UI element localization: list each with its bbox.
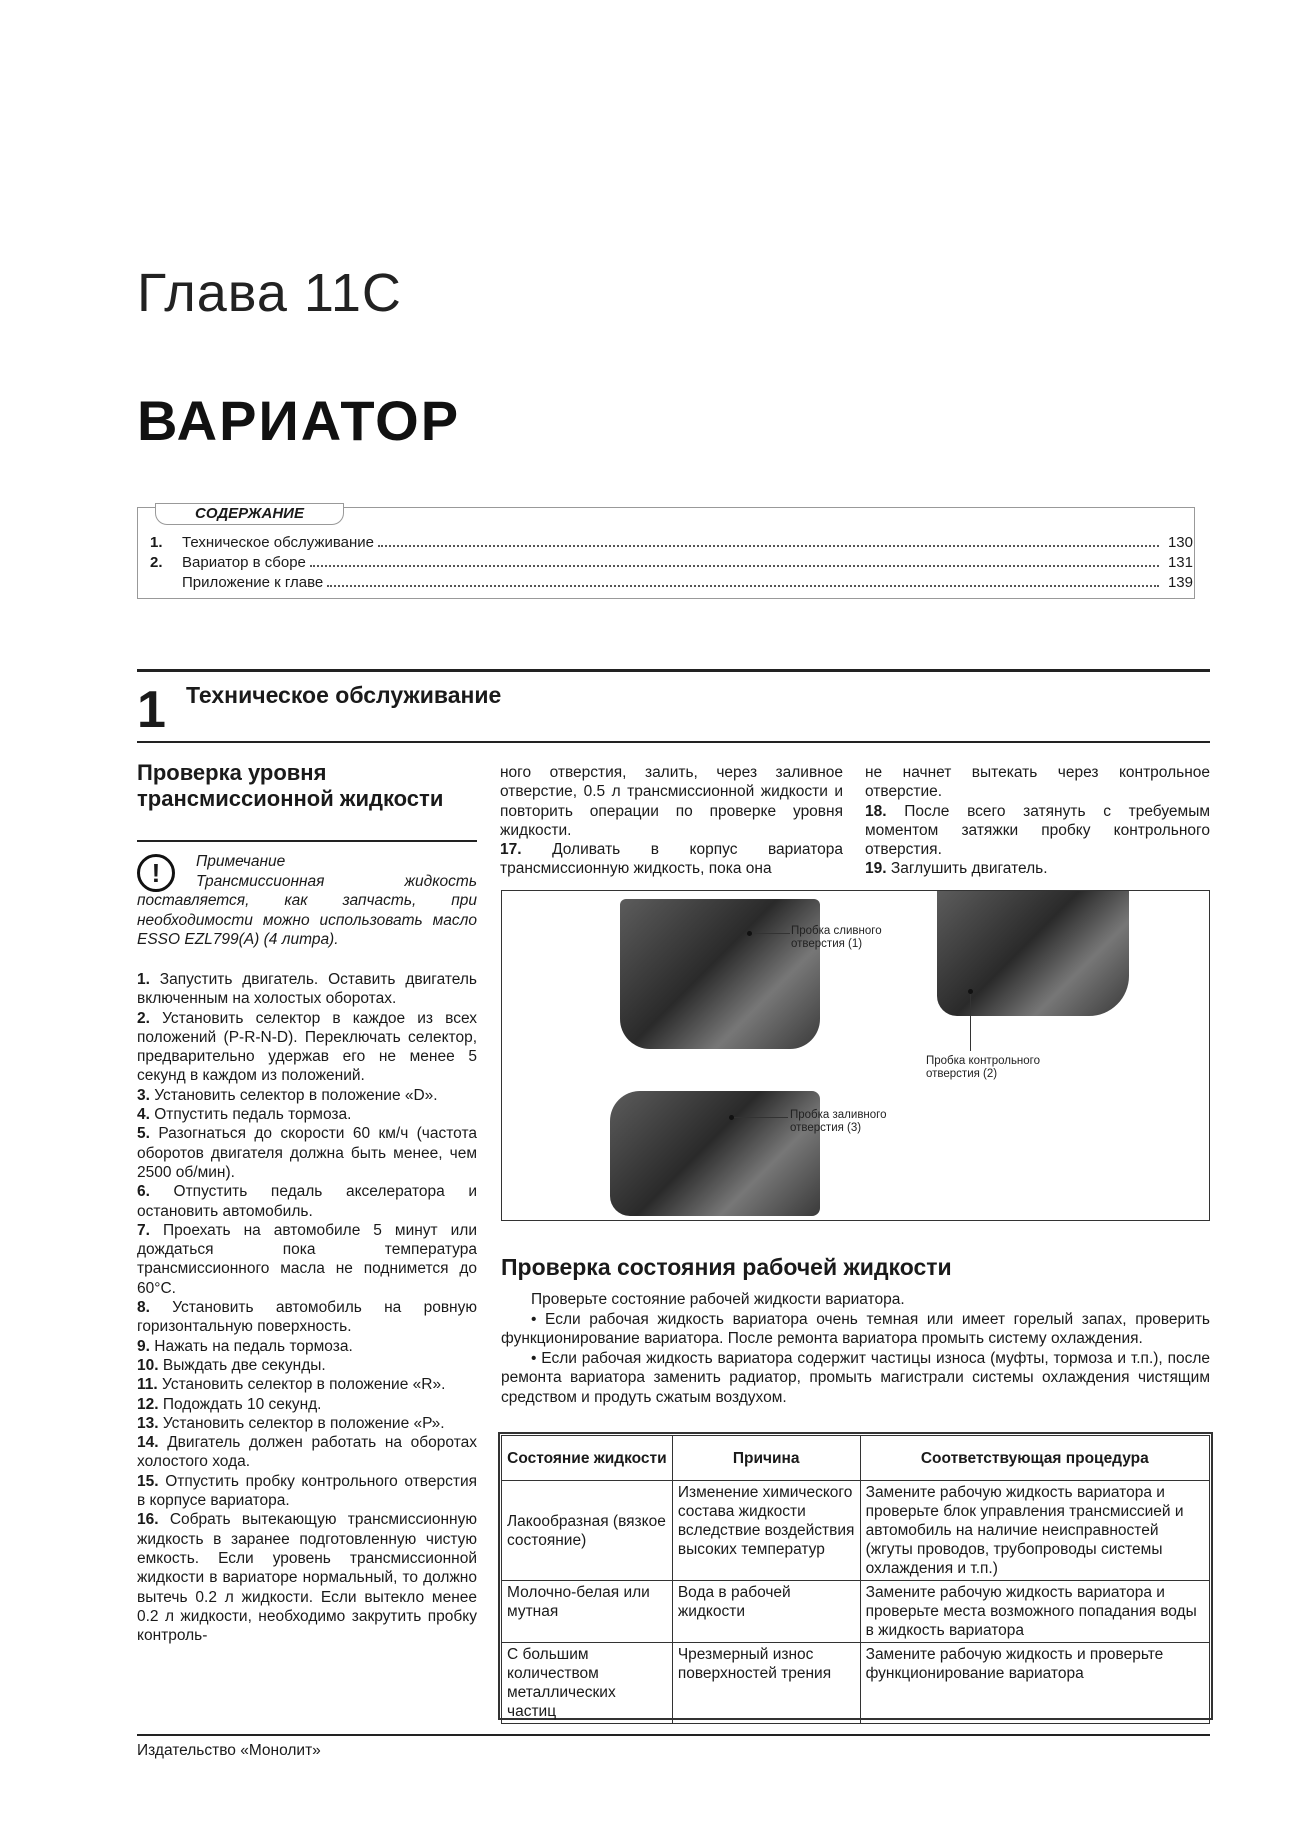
exclamation-icon: ! xyxy=(137,854,175,892)
step-text: Двигатель должен работать на оборотах холостого хода. xyxy=(137,1434,477,1471)
table-cell: Лакообразная (вязкое состояние) xyxy=(502,1481,673,1581)
step-text: Разогнаться до скорости 60 км/ч (частота оборотов двигателя должна быть менее, чем 2500 об/мин). xyxy=(137,1125,478,1181)
step-item xyxy=(865,802,1210,860)
toc-item-num: 2. xyxy=(150,554,163,571)
transmission-photo xyxy=(501,890,1210,1221)
step-text: Отпустить педаль акселератора и остановить автомобиль. xyxy=(137,1183,477,1220)
step-item xyxy=(137,1356,477,1375)
toc-heading: СОДЕРЖАНИЕ xyxy=(155,503,344,525)
table-header: Причина xyxy=(672,1436,860,1481)
step-text: Установить автомобиль на ровную горизонтальную поверхность. xyxy=(137,1299,477,1336)
step-number: 14. xyxy=(137,1434,159,1452)
table-cell: Замените рабочую жидкость вариатора и проверьте блок управления трансмиссией и автомобиль на наличие неисправностей (жгуты проводов, трубопроводы системы охлаждения и т.п.) xyxy=(860,1481,1209,1581)
footer-rule xyxy=(137,1734,1210,1736)
table-row xyxy=(502,1481,1210,1581)
toc-item-page: 131 xyxy=(1167,554,1193,571)
table-cell: Замените рабочую жидкость и проверьте функционирование вариатора xyxy=(860,1643,1209,1724)
transmission-image-1 xyxy=(620,899,820,1049)
toc-item-label: Техническое обслуживание xyxy=(182,534,374,551)
table-row xyxy=(502,1581,1210,1643)
text-column-2 xyxy=(500,763,843,879)
step-item xyxy=(137,1510,477,1645)
toc-item-page: 139 xyxy=(1167,574,1193,591)
note-title: Примечание xyxy=(196,853,286,870)
step-text: После всего затянуть с требуемым моментом затяжки пробку контрольного отверстия. xyxy=(865,802,1210,859)
section-number: 1 xyxy=(137,681,166,739)
note-text: Трансмиссионная жидкость поставляется, как запчасть, при необходимости можно использовать масло ESSO EZL799(A) (4 литра). xyxy=(137,873,477,948)
step-number: 9. xyxy=(137,1337,150,1355)
step-text: Нажать на педаль тормоза. xyxy=(154,1337,353,1355)
subsection-title: Проверка уровня трансмиссионной жидкости xyxy=(137,760,444,811)
section-title: Техническое обслуживание xyxy=(186,682,502,708)
publisher-footer: Издательство «Монолит» xyxy=(137,1742,321,1759)
step-text: Установить селектор в положение «R». xyxy=(162,1376,446,1394)
step-item xyxy=(137,1298,477,1337)
step-item xyxy=(137,1337,477,1356)
toc-item[interactable] xyxy=(150,572,1195,591)
table-cell: Чрезмерный износ поверхностей трения xyxy=(672,1643,860,1724)
toc-item-page: 130 xyxy=(1167,534,1193,551)
step-item xyxy=(137,1086,477,1105)
step-text-continued: ного отверстия, залить, через заливное отверстие, 0.5 л трансмиссионной жидкости и повторить операции по проверке уровня жидкости. xyxy=(500,764,843,839)
table-cell: С большим количеством металлических частиц xyxy=(502,1643,673,1724)
step-item xyxy=(137,1472,477,1511)
table-header: Соответствующая процедура xyxy=(860,1436,1209,1481)
step-text: Выждать две секунды. xyxy=(162,1356,326,1374)
table-header-row xyxy=(502,1436,1210,1481)
step-text: Заглушить двигатель. xyxy=(890,860,1048,878)
step-number: 18. xyxy=(865,802,887,820)
section-rule xyxy=(137,741,1210,743)
step-text: Подождать 10 секунд. xyxy=(162,1395,322,1413)
step-number: 19. xyxy=(865,860,887,878)
toc-item[interactable] xyxy=(150,552,1195,571)
toc-item-label: Приложение к главе xyxy=(182,574,324,591)
chapter-label: Глава 11С xyxy=(137,263,402,323)
callout-dot xyxy=(729,1115,734,1120)
text-column-1 xyxy=(137,970,477,1645)
fluid-condition-table xyxy=(501,1435,1210,1724)
step-number: 2. xyxy=(137,1009,150,1027)
toc-item-num: 1. xyxy=(150,534,163,551)
callout-leader xyxy=(732,1117,788,1118)
step-number: 1. xyxy=(137,971,150,988)
callout-leader xyxy=(750,933,790,934)
table-cell: Вода в рабочей жидкости xyxy=(672,1581,860,1643)
step-number: 8. xyxy=(137,1299,150,1317)
step-text: Отпустить педаль тормоза. xyxy=(154,1106,352,1124)
text-column-3 xyxy=(865,763,1210,879)
step-item xyxy=(500,840,843,879)
step-number: 11. xyxy=(137,1376,158,1394)
step-number: 3. xyxy=(137,1086,150,1104)
step-text: Установить селектор в положение «D». xyxy=(154,1086,438,1104)
step-number: 17. xyxy=(500,841,522,859)
step-number: 4. xyxy=(137,1106,150,1124)
paragraph: • Если рабочая жидкость вариатора очень темная или имеет горелый запах, проверить функционирование вариатора. После ремонта вариатора промыть систему охлаждения. xyxy=(501,1310,1210,1347)
callout-check-plug: Пробка контрольного отверстия (2) xyxy=(926,1055,1041,1080)
paragraph: • Если рабочая жидкость вариатора содержит частицы износа (муфты, тормоза и т.п.), после ремонта вариатора заменить радиатор, промыть магистрали системы охлаждения чистящим средством и продуть сжатым воздухом. xyxy=(501,1349,1210,1406)
fluid-check-text xyxy=(501,1290,1210,1407)
step-text: Собрать вытекающую трансмиссионную жидкость в заранее подготовленную чистую емкость. Если уровень трансмиссионной жидкости в вариаторе нормальный, то должно вытечь 0.2 л жидкости. Если вытекло менее 0.2 л жидкости, необходимо закрутить пробку контроль- xyxy=(137,1511,477,1645)
toc-item-label: Вариатор в сборе xyxy=(182,554,306,571)
toc-item[interactable] xyxy=(150,532,1195,551)
toc-leader xyxy=(310,565,1159,567)
step-text-continued: не начнет вытекать через контрольное отверстие. xyxy=(865,764,1210,801)
subsection-rule xyxy=(137,840,477,842)
step-item xyxy=(137,1395,477,1414)
page-title: ВАРИАТОР xyxy=(137,389,461,452)
section-rule xyxy=(137,669,1210,672)
table-row xyxy=(502,1643,1210,1724)
callout-drain-plug: Пробка сливного отверстия (1) xyxy=(791,925,882,950)
step-item xyxy=(137,1221,477,1298)
step-item xyxy=(137,1009,477,1086)
table-header: Состояние жидкости xyxy=(502,1436,673,1481)
table-cell: Молочно-белая или мутная xyxy=(502,1581,673,1643)
step-number: 5. xyxy=(137,1125,150,1143)
step-number: 10. xyxy=(137,1356,159,1374)
callout-dot xyxy=(968,989,973,994)
step-number: 12. xyxy=(137,1395,159,1413)
step-number: 16. xyxy=(137,1511,159,1529)
toc-leader xyxy=(327,585,1159,587)
step-text: Установить селектор в положение «Р». xyxy=(162,1414,445,1432)
table-cell: Замените рабочую жидкость вариатора и проверьте места возможного попадания воды в жидкость вариатора xyxy=(860,1581,1209,1643)
step-item xyxy=(137,1375,477,1394)
step-item xyxy=(137,1182,477,1221)
step-item xyxy=(137,970,477,1009)
transmission-image-3 xyxy=(610,1091,820,1216)
step-item xyxy=(865,859,1210,878)
paragraph: Проверьте состояние рабочей жидкости вариатора. xyxy=(531,1291,905,1308)
table-cell: Изменение химического состава жидкости вследствие воздействия высоких температур xyxy=(672,1481,860,1581)
step-number: 13. xyxy=(137,1414,159,1432)
step-text: Запустить двигатель. Оставить двигатель включенным на холостых оборотах. xyxy=(137,971,478,1008)
step-text: Проехать на автомобиле 5 минут или дождаться пока температура трансмиссионного масла не поднимется до 60°С. xyxy=(137,1221,477,1297)
step-number: 15. xyxy=(137,1472,159,1490)
step-number: 7. xyxy=(137,1221,150,1239)
step-text: Доливать в корпус вариатора трансмиссионную жидкость, пока она xyxy=(500,841,844,878)
step-text: Отпустить пробку контрольного отверстия в корпусе вариатора. xyxy=(137,1472,477,1510)
step-item xyxy=(137,1414,477,1433)
callout-fill-plug: Пробка заливного отверстия (3) xyxy=(790,1109,887,1134)
step-item xyxy=(137,1433,477,1472)
callout-dot xyxy=(747,931,752,936)
step-item xyxy=(137,1124,477,1182)
step-number: 6. xyxy=(137,1183,150,1201)
transmission-image-2 xyxy=(937,891,1129,1016)
callout-leader xyxy=(970,991,971,1051)
step-item xyxy=(137,1105,477,1124)
subsection-title: Проверка состояния рабочей жидкости xyxy=(501,1254,952,1280)
step-text: Установить селектор в каждое из всех положений (P-R-N-D). Переключать селектор, предварительно удержав его не менее 5 секунд в каждом из положений. xyxy=(137,1009,477,1085)
toc-leader xyxy=(378,545,1159,547)
